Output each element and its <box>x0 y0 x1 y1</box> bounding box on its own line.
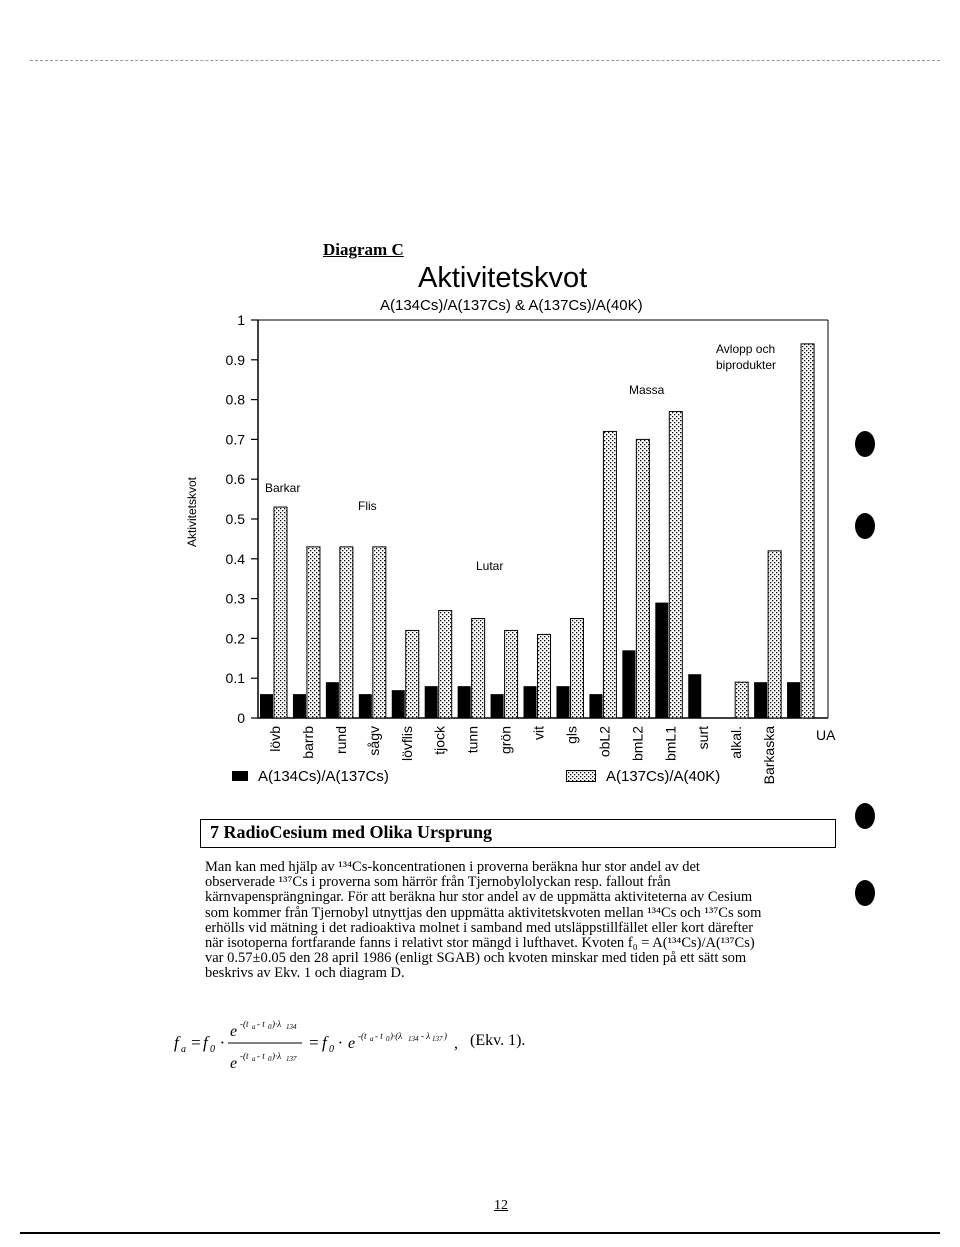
body-line: beskrivs av Ekv. 1 och diagram D. <box>205 965 405 982</box>
x-tick-label: obL2 <box>596 726 613 758</box>
diagram-label: Diagram C <box>323 240 404 259</box>
svg-text:- t: - t <box>257 1019 265 1029</box>
group-label: Lutar <box>476 559 504 573</box>
svg-text:- t: - t <box>257 1051 265 1061</box>
group-label: Barkar <box>265 481 301 495</box>
bar-series-2 <box>373 547 386 718</box>
y-tick-label: 0.2 <box>225 630 245 647</box>
binder-hole-mark <box>855 880 875 906</box>
bar-series-2 <box>768 551 781 718</box>
legend-swatch-solid <box>232 771 248 781</box>
section-heading: 7 RadioCesium med Olika Ursprung <box>210 822 493 842</box>
bar-series-2 <box>636 439 649 718</box>
x-tick-label: tjock <box>431 726 448 755</box>
page-number: 12 <box>494 1198 508 1213</box>
binder-hole-mark <box>855 803 875 829</box>
bar-series-1 <box>392 690 405 718</box>
bar-series-1 <box>359 694 372 718</box>
equation-formula <box>170 1010 610 1080</box>
bar-series-2 <box>439 611 452 718</box>
svg-text:): ) <box>444 1031 447 1041</box>
y-tick-label: 0 <box>237 710 245 726</box>
bar-series-1 <box>622 650 635 718</box>
body-line: kärnvapensprängningar. För att beräkna hur stor andel av de uppmätta aktiviteterna av Cesium <box>205 889 753 906</box>
svg-text:a: a <box>181 1044 186 1055</box>
svg-text:a: a <box>252 1023 256 1031</box>
svg-text:·: · <box>220 1033 225 1052</box>
bar-series-2 <box>570 619 583 719</box>
bar-series-1 <box>524 686 537 718</box>
body-line: erhölls vid mätning i det radioaktiva molnet i samband med utsläppstillfället eller kort därefter <box>205 919 754 936</box>
x-tick-label: barrb <box>299 726 316 759</box>
bar-series-1 <box>787 682 800 718</box>
x-tick-label: sågv <box>365 726 382 756</box>
x-tick-label: Barkaska <box>761 726 778 785</box>
y-tick-label: 0.3 <box>225 590 245 607</box>
svg-text:-(t: -(t <box>358 1031 367 1041</box>
svg-text:0: 0 <box>268 1023 272 1031</box>
body-line: Man kan med hjälp av ¹³⁴Cs-koncentrationen i proverna beräkna hur stor andel av det <box>205 859 700 875</box>
binder-hole-mark <box>855 513 875 539</box>
group-label: biprodukter <box>716 358 777 372</box>
bar-series-2 <box>669 412 682 718</box>
bar-series-1 <box>293 694 306 718</box>
svg-text:- λ: - λ <box>421 1031 431 1041</box>
y-tick-label: 0.9 <box>225 351 245 368</box>
x-tick-label: surt <box>695 726 712 750</box>
binder-hole-mark <box>855 431 875 457</box>
svg-text:e: e <box>230 1023 238 1040</box>
body-line: när isotoperna fortfarande fanns i relativt stor mängd i lufthavet. Kvoten f₀ = A(¹³⁴Cs)/A(¹³⁷Cs) <box>205 935 755 952</box>
bar-series-2 <box>406 630 419 718</box>
svg-text:-(t: -(t <box>240 1051 249 1061</box>
equation-label: (Ekv. 1). <box>470 1032 526 1049</box>
x-tick-label: rund <box>332 726 349 755</box>
y-tick-label: 0.8 <box>225 391 245 408</box>
bar-series-1 <box>425 686 438 718</box>
body-line: som kommer från Tjernobyl utnyttjas den uppmätta aktivitetskvoten mellan ¹³⁴Cs och ¹³⁷Cs som <box>205 904 762 921</box>
svg-text:)·(λ: )·(λ <box>390 1031 403 1041</box>
x-tick-label: tunn <box>464 726 481 754</box>
x-tick-label: lövb <box>267 726 283 752</box>
x-tick-label: vit <box>530 726 547 740</box>
group-label: Massa <box>629 383 665 397</box>
bar-series-1 <box>491 694 504 718</box>
svg-text:)·λ: )·λ <box>272 1019 282 1029</box>
x-tick-label: gls <box>563 726 580 744</box>
y-tick-label: 0.1 <box>225 670 245 687</box>
legend-swatch-hatched <box>566 770 596 782</box>
svg-text:137: 137 <box>432 1035 443 1043</box>
bar-series-2 <box>735 682 748 718</box>
legend-label-series-2: A(137Cs)/A(40K) <box>606 768 721 785</box>
svg-text:0: 0 <box>268 1055 272 1063</box>
bar-series-1 <box>655 603 668 718</box>
bar-series-1 <box>260 694 273 718</box>
svg-text:=: = <box>308 1033 320 1052</box>
y-tick-label: 1 <box>237 312 245 328</box>
body-line: var 0.57±0.05 den 28 april 1986 (enligt SGAB) och kvoten minskar med tiden på ett sätt som <box>205 950 747 967</box>
svg-text:f: f <box>203 1033 208 1052</box>
bar-series-2 <box>505 630 518 718</box>
svg-text:e: e <box>348 1035 356 1052</box>
svg-text:137: 137 <box>286 1055 297 1063</box>
bar-series-1 <box>326 682 339 718</box>
x-tick-label: UA <box>816 727 836 743</box>
svg-text:134: 134 <box>408 1035 419 1043</box>
bar-series-2 <box>801 344 814 718</box>
svg-text:a: a <box>252 1055 256 1063</box>
svg-text:0: 0 <box>329 1044 334 1055</box>
chart-title: Aktivitetskvot <box>418 262 588 294</box>
svg-text:,: , <box>454 1035 458 1052</box>
svg-text:- t: - t <box>375 1031 383 1041</box>
svg-text:f: f <box>174 1033 179 1052</box>
bar-series-2 <box>538 634 551 718</box>
y-tick-label: 0.7 <box>225 431 245 448</box>
svg-text:a: a <box>370 1035 374 1043</box>
y-tick-label: 0.5 <box>225 511 245 527</box>
legend-label-series-1: A(134Cs)/A(137Cs) <box>258 768 389 785</box>
x-tick-label: grön <box>497 726 514 755</box>
bar-series-2 <box>603 431 616 718</box>
bar-series-2 <box>274 507 287 718</box>
svg-text:e: e <box>230 1055 238 1072</box>
svg-text:-(t: -(t <box>240 1019 249 1029</box>
svg-text:0: 0 <box>210 1044 215 1055</box>
bar-series-1 <box>754 682 767 718</box>
x-tick-label: bmL1 <box>662 726 679 762</box>
svg-text:·: · <box>338 1033 343 1052</box>
x-tick-label: alkal. <box>728 726 745 759</box>
x-tick-label: bmL2 <box>629 726 646 762</box>
bar-series-2 <box>340 547 353 718</box>
y-tick-label: 0.4 <box>225 550 245 567</box>
y-tick-label: 0.6 <box>225 471 245 488</box>
bar-series-2 <box>307 547 320 718</box>
body-paragraph <box>205 860 825 982</box>
bar-series-1 <box>688 674 701 718</box>
svg-text:134: 134 <box>286 1023 297 1031</box>
group-label: Flis <box>358 499 377 513</box>
y-axis-label: Aktivitetskvot <box>185 476 199 548</box>
svg-text:0: 0 <box>386 1035 390 1043</box>
bar-series-1 <box>458 686 471 718</box>
bottom-scan-line <box>20 1232 940 1234</box>
bar-series-2 <box>472 619 485 719</box>
body-line: observerade ¹³⁷Cs i proverna som härrör från Tjernobylolyckan resp. fallout från <box>205 874 671 891</box>
svg-text:)·λ: )·λ <box>272 1051 282 1061</box>
group-label: Avlopp och <box>716 342 776 356</box>
bar-series-1 <box>556 686 569 718</box>
svg-text:=: = <box>190 1033 202 1052</box>
bar-series-1 <box>589 694 602 718</box>
svg-text:f: f <box>322 1033 327 1052</box>
x-tick-label: lövflis <box>398 726 415 762</box>
chart-subtitle: A(134Cs)/A(137Cs) & A(137Cs)/A(40K) <box>380 297 643 314</box>
